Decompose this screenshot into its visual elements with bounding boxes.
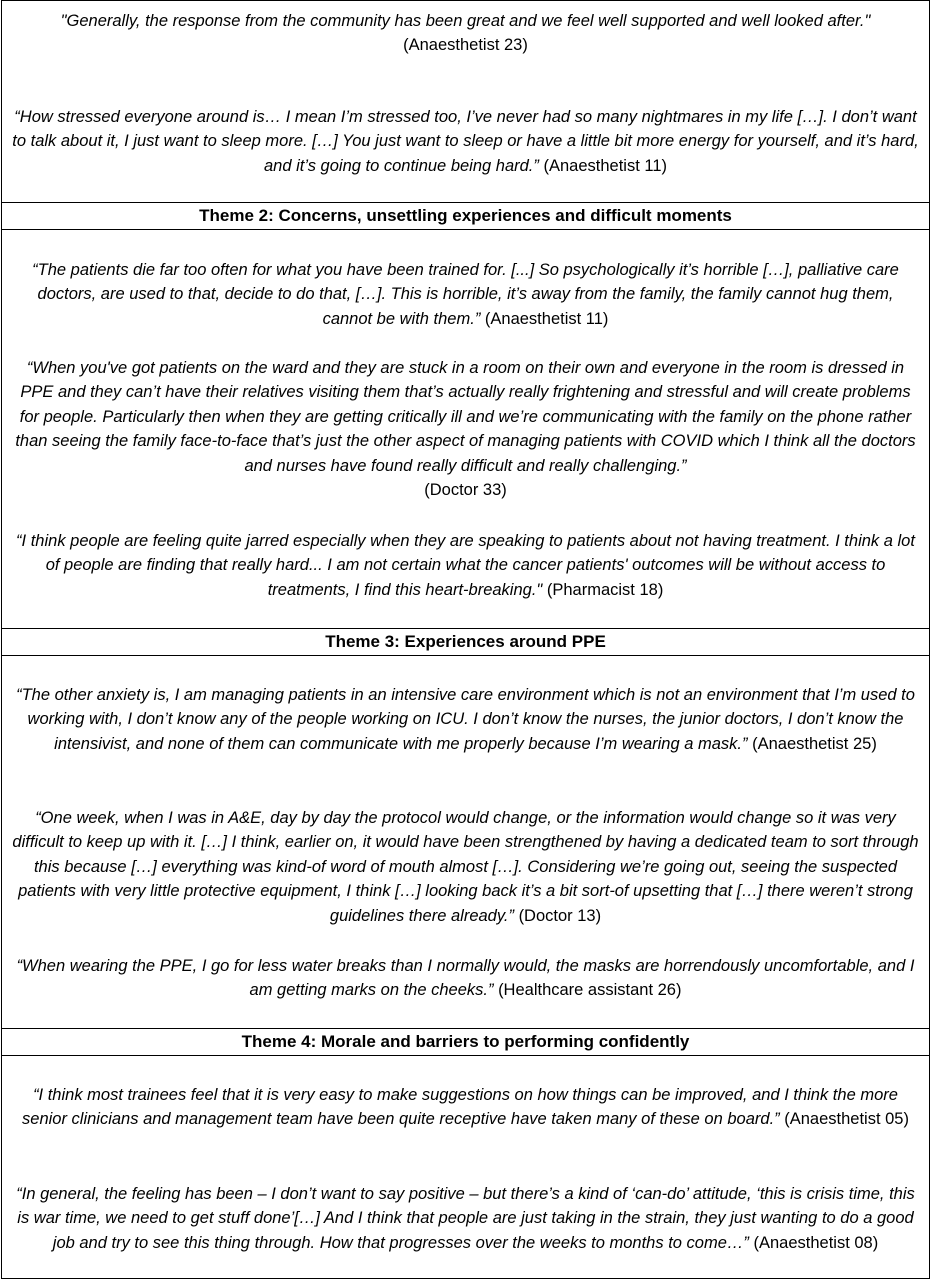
- quote-attribution: (Anaesthetist 25): [752, 734, 877, 753]
- quote: [12, 683, 919, 756]
- quote-attribution: (Doctor 13): [518, 906, 602, 925]
- quote-attribution: (Anaesthetist 05): [784, 1110, 909, 1129]
- quote-attribution: (Doctor 33): [424, 481, 507, 500]
- quote-text: “When wearing the PPE, I go for less water breaks than I normally would, the masks are horrendously uncomfortable, and I am getting marks on the cheeks.”: [16, 957, 915, 1000]
- theme3-header: Theme 3: Experiences around PPE: [2, 628, 929, 656]
- theme2-header: Theme 2: Concerns, unsettling experiences and difficult moments: [2, 202, 929, 230]
- quote-attribution: (Healthcare assistant 26): [498, 981, 682, 1000]
- quote: [12, 356, 919, 502]
- quote-attribution: (Anaesthetist 23): [403, 36, 528, 55]
- theme1-section: [2, 1, 929, 202]
- quote-attribution: (Anaesthetist 11): [543, 156, 667, 175]
- quote-attribution: (Pharmacist 18): [546, 580, 664, 599]
- quotes-table: [1, 0, 930, 1279]
- quote-text: “I think people are feeling quite jarred especially when they are speaking to patients about not having treatment. I think a lot of people are finding that really hard... I am not certain what the cancer patients' outcomes will be without access to treatments, I find this heart-breaking.": [16, 532, 915, 599]
- quote: [12, 105, 919, 178]
- quote-text: “In general, the feeling has been – I don’t want to say positive – but there’s a kind of ‘can-do’ attitude, ‘this is crisis time, this is war time, we need to get stuff done’[…] And I think that people are just taking in the strain, they just wanting to do a good job and try to see this thing through. How that progresses over the weeks to months to come…”: [16, 1185, 915, 1252]
- quote-text: "Generally, the response from the community has been great and we feel well supported and well looked after.": [60, 12, 871, 30]
- quote: [12, 258, 919, 331]
- quote: [12, 9, 919, 58]
- quote-text: “I think most trainees feel that it is very easy to make suggestions on how things can be improved, and I think the more senior clinicians and management team have been quite receptive have taken many of these on board.”: [22, 1086, 898, 1129]
- quote-attribution: (Anaesthetist 08): [753, 1233, 879, 1252]
- quote-attribution: (Anaesthetist 11): [484, 309, 609, 328]
- quote-text: “The patients die far too often for what you have been trained for. [...] So psychologically it’s horrible […], palliative care doctors, are used to that, decide to do that, […]. This is horrible, it’s away from the family, the family cannot hug them, cannot be with them.”: [32, 261, 899, 328]
- quote-text: “When you've got patients on the ward and they are stuck in a room on their own and everyone in the room is dressed in PPE and they can’t have their relatives visiting them that’s actually really frightening and stressful and will create problems for people. Particularly then when they are getting critically ill and we’re communicating with the family on the phone rather than seeing the family face-to-face that’s just the other aspect of managing patients with COVID which I think all the doctors and nurses have found really difficult and really challenging.”: [15, 359, 916, 475]
- quote-text: “One week, when I was in A&E, day by day the protocol would change, or the information would change so it was very difficult to keep up with it. […] I think, earlier on, it would have been strengthened by having a dedicated team to sort through this because […] everything was kind-of word of mouth almost […]. Considering we’re going out, seeing the suspected patients with very little protective equipment, I think […] looking back it’s a bit sort-of upsetting that […] there weren’t strong guidelines there already.”: [12, 809, 919, 925]
- quote-text: “How stressed everyone around is… I mean I’m stressed too, I’ve never had so many nightmares in my life […]. I don’t want to talk about it, I just want to sleep more. […] You just want to sleep or have a little bit more energy for yourself, and it’s hard, and it’s going to continue being hard.”: [12, 108, 919, 175]
- quote-text: “The other anxiety is, I am managing patients in an intensive care environment which is not an environment that I’m used to working with, I don’t know any of the people working on ICU. I don’t know the nurses, the junior doctors, I don’t know the intensivist, and none of them can communicate with me properly because I’m wearing a mask.”: [16, 686, 915, 753]
- theme4-header: Theme 4: Morale and barriers to performing confidently: [2, 1028, 929, 1056]
- quote: [12, 806, 919, 928]
- quote: [12, 1182, 919, 1255]
- quote: [12, 1083, 919, 1132]
- quote: [12, 529, 919, 602]
- quote: [12, 954, 919, 1003]
